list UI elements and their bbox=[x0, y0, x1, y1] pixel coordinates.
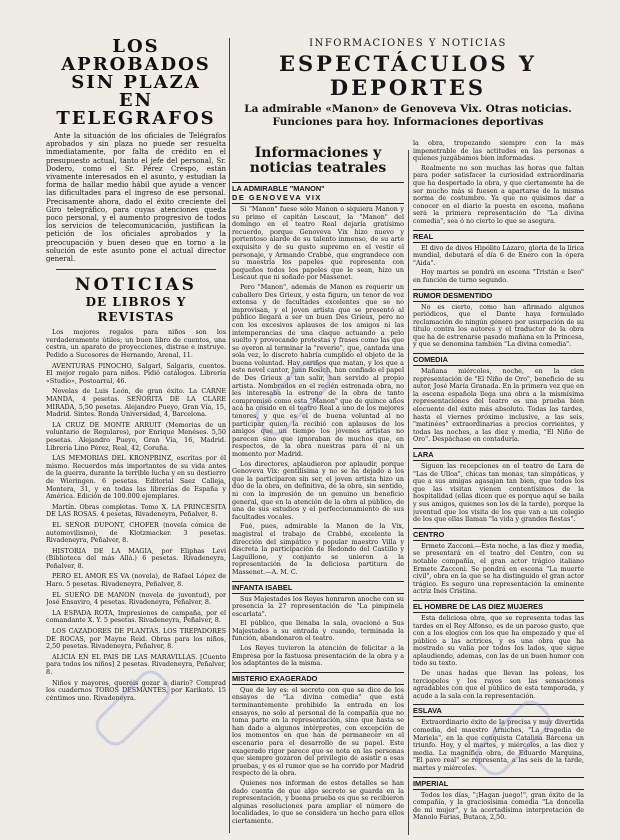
right-paragraph: Realmente no son muchas las horas que faltan para poder satisfacer la curiosidad extraordinaria que ha despertado la obra, y que ciertamente ha de ser mucho más si fuesen a apartarse de la misma norma de costumbre. Ya que no quisimos dar a conocer en el diario la puesta en escena, mañana será la primera representación de "La divina comedia", sea ó no cierto lo que se asegura. bbox=[413, 163, 584, 225]
misterio-paragraph: Que de ley es: el secreto con que se dice de los ensayos de "La divina comedia" que está terminantemente prohibido la entrada en los ensayos, no solo al personal de la compañía que no toma parte en la representación, sino que hasta se han dado a algunos intérpretes, con excepción de los momentos en que han de permanecer en el escenario para el desarrollo de su papel. Este exagerado rigor parece que se nota en las personas que siempre gozaron del privilegio de asistir a esas pruebas, y es el rumor que se ha corrido por Madrid respecto de la obra. bbox=[232, 685, 404, 778]
eslava-paragraph: Extraordinario éxito de la precisa y muy divertida comedia, del maestro Arniches, "La tragedia de Mariela", en la que conquista Catalina Bárcena un triunfo. Hoy, y el martes, y miércoles, a las diez y media. La magnífica obra, de Eduardo Marquina, "El pavo real" se representa, a las seis de la tarde, martes y miércoles. bbox=[413, 718, 584, 772]
theatre-section-title: Informaciones y noticias teatrales bbox=[249, 145, 387, 176]
telegraph-title-line2: SIN PLAZA bbox=[71, 72, 201, 93]
telegraph-title-line3: EN TELEGRAFOS bbox=[56, 90, 216, 129]
hombre-heading: EL HOMBRE DE LAS DIEZ MUJERES bbox=[413, 600, 584, 613]
manon-paragraph: Los directores, aplaudieron por aplaudir, porque Genoveva Vix: gentilísima y no se ha dejado a los que la participaron sin ser, el joven artista hizo un dúo de la obra, en definitiva, de la obra, sin sentido, ni con la impresión de un genuino un beneficio general, que en la atención de la obra al público, de una de sus estudios y el perfeccionamiento de sus facultades vocales. bbox=[232, 459, 404, 521]
lara-heading: LARA bbox=[413, 448, 584, 461]
book-notice: Niños y mayores, queréis gozar a diario? Comprad los cuadernos TOROS DESMANTES, por Karikato. 15 céntimos uno. Rivadeneyra. bbox=[46, 678, 226, 702]
rumor-paragraph: No es cierto, como han afirmado algunos periódicos, que el Dante haya formulado reclamación de ningún género por usurpación de su título contra los autores y el traductor de la obra que ha de estrenarse pasado mañana en la Princesa, y que se denomina también "La divina comedia". bbox=[413, 302, 584, 349]
manon-heading-line2: DE GENOVEVA VIX bbox=[232, 193, 322, 202]
hombre-paragraph: De unas hadas que llevan las poleas, los terciopelos y los rayos son las sensaciones agradables con que el público de esta temporada, y acude a la sala con la representación. bbox=[413, 669, 584, 700]
manon-paragraph: Fué, pues, admirable la Manon de la Vix, magistral el trabajo de Crabbé, excelente la dirección del simpático y popular maestro Villa y discreta la participación de Redondo del Castillo y Laguillone, y conjunto se unieron a la representación de la deliciosa partitura de Massenet.—A. M. C. bbox=[232, 522, 404, 576]
book-notice: Novelas de Luis León, de gran éxito. La CARNE MANDA, 4 pesetas. SEÑORITA DE LA CLARE MIRADA, 5,50 pesetas. Alejandro Pueyo, Gran Vía, 15, Madrid. Sintes. Ronda Universidad, 4, Barcelona. bbox=[46, 387, 226, 419]
imperial-paragraph: Todos los días, "¡Hagan juego!", gran éxito de la compañía, y la graciosísima comedia "La doncella de mi mujer", y la acertadísima interpretación de Manolo Farias, Butaca, 2,50. bbox=[413, 790, 584, 822]
right-column bbox=[413, 140, 584, 835]
book-notice: LOS CAZADORES DE PLANTAS. LOS TREPADORES DE ROCAS, por Mayne Reid. Obras para los niños, 2,50 pesetas. Rivadeneyra, Peñalver, 8. bbox=[46, 627, 226, 651]
books-title-line2: DE LIBROS Y REVISTAS bbox=[85, 295, 187, 325]
section-main-title: ESPECTÁCULOS Y DEPORTES bbox=[278, 51, 537, 100]
book-notice: HISTORIA DE LA MAGIA, por Eliphas Levi (Biblioteca del más Allá.) 6 pesetas. Rivadeneyra, Peñalver, 8. bbox=[46, 546, 226, 570]
hombre-paragraph: Esta deliciosa obra, que se representa todas las tardes en el Rey Alfonso, es de un paroso gusto, que con a los elogios con los que ha empezado y que el público a las actrices, y es una obra que ha mostrado su valía por todos los lados, que sigue aplaudiendo, ademas, con las de un buen humor con todo su texto. bbox=[413, 613, 584, 668]
telegraph-article: Ante la situación de los oficiales de Telégrafos aprobados y sin plaza no puede ser resuelta inmediatamente, por falta de crédito en el presupuesto actual, tanto el jefe del personal, Sr. Dodero, como el Sr. Pérez Crespo, están vivamente interesados en el asunto, y estudian la forma de hallar medio hábil que ayude a vencer las dificultades para el ingreso de ese personal. Precisamente ahora, dado el éxito creciente del Giro telegráfico, para cuyas atenciones queda poco personal, y el aumento progresivo de todos los servicios de telecomunicación, justifican la petición de los oficiales aprobados y la preocupación y buen deseo que en torno a la solución de este asunto pone el actual director general. bbox=[46, 132, 226, 264]
section-deck: La admirable «Manon» de Genoveva Vix. Otras noticias. Funciones para hoy. Informaciones deportivas bbox=[244, 103, 572, 128]
comedia-paragraph: Mañana miércoles, noche, en la cien representación de "El Niño de Oro", beneficio de su autor, José María Granada. En la primera vez que en la escena española llega una obra a la mismísima representaciones del teatro es una prueba bien elocuente del éxito más absoluto. Todas las tardes, hasta el viernes próximo inclusive, a las seis, "matinées" extraordinarias a precios corrientes, y todas las noches, a las diez y media, "El Niño de Oro". Despáchase en contaduría. bbox=[413, 367, 584, 444]
column-rule-left bbox=[229, 38, 230, 833]
left-column bbox=[46, 38, 226, 833]
book-notice: PERO EL AMOR ES VA (novela), de Rafael López de Haro. 5 pesetas. Rivadeneyra, Peñalver, 8. bbox=[46, 572, 226, 589]
infanta-isabel-heading: INFANTA ISABEL bbox=[232, 581, 404, 594]
manon-paragraph: Si "Manon" fuese sólo Manon o siquiera Manon y su primo el capitán Lescaut, la "Manon" del domingo en el teatro Real dejaría gratísimo recuerdo, porque Genoveva Vix hizo nuevo y portentoso alarde de su talento inmenso, de su arte exquisito y de su gusto supremo en el vestir el personaje, y Armando Crabbé, que engrandece con su maestría los papeles que representa con pequeños todos los papeles que le sean, hizo un Lescaut que ni soñado por Massenet. bbox=[232, 205, 404, 282]
manon-heading bbox=[232, 182, 404, 204]
manon-heading-line1: LA ADMIRABLE "MANON" bbox=[232, 184, 325, 193]
rumor-heading: RUMOR DESMENTIDO bbox=[413, 289, 584, 302]
lara-paragraph: Siguen las recepciones en el teatro de Lara de "Las de Ulloa", chicas tan monas, tan simpáticas, y que a sus amigas agasajan tan bien, que todos los que las visitan vienen contentísimos de la hospitalidad (ellas dicen que es porque aquí se baila y sus amigos, quienes son los de la tarde), porque la juventud que los visita de los que van a un colegio de los que ellas llaman "la vida y grandes fiestas". bbox=[413, 462, 584, 524]
books-title-line1: NOTICIAS bbox=[75, 275, 197, 296]
book-list bbox=[46, 363, 226, 703]
book-notice: Martín. Obras completas. Tomo X. LA PRINCESITA DE LAS ROSAS. 4 pesetas, Rivadeneyra, Peñalver, 8. bbox=[46, 502, 226, 519]
divider bbox=[56, 269, 216, 270]
misterio-heading: MISTERIO EXAGERADO bbox=[232, 672, 404, 685]
books-intro: Los mejores regalos para niños son los verdaderamente útiles; un buen libro de cuentos, una cestra, un aparato de proyecciones, distrae e instruye. Pedido a Sucesores de Hernando, Arenal, 11. bbox=[46, 328, 226, 360]
book-notice: EL SEÑOR DUPONT, CHOFER (novela cómica de automovilismo), de Klotzmacker. 3 pesetas. Rivadeneyra, Peñalver, 8. bbox=[46, 520, 226, 545]
infanta-paragraph: Sus Majestades los Reyes honraron anoche con su presencia la 27 representación de "La pimpinela escarlata". bbox=[232, 594, 404, 618]
manon-paragraph: Pero "Manon", además de Manon es requerir un caballero Des Grieux, y esta figura, un tenor de voz extensa y de facultades excelentes que se no improvisan, y el joven artista que se presentó al público llegará a ser un buen Des Grieux, pero no con los excesivos aplausos de los amigos ni las intemperancias de una claque actuando a pelo suelto y provocando protestas y frases como las que se oyeron al terminar la "reverie", que, cantada una sola vez, lo discreto habría cumplido el objeto de la buena voluntad. Hay cariños que matan, y los que a este novel cantor, Juan Rosich, han confiado el papel de Des Grieux a tan salir, han servido al propio artista. Nombrados en el recién estrenada obra, no les interesaba la estreno de la obra de tanto compromiso como esta "Manon" que de quince años acá ha cosido en el teatro Real a uno de los mejores tenores, y que es el de buena voluntad al no participar quien la recibió con aplausos de los amigos que un tiempo los jóvenes artistas no parecen sino que ignoraban de muchos que, en respectos, de la obra nuestras para él ni un momento por Madrid. bbox=[232, 282, 404, 458]
infanta-paragraph: Los Reyes tuvieron la atención de felicitar a la Empresa por la fastuosa presentación de la obra y a los adaptantes de la misma. bbox=[232, 644, 404, 668]
imperial-heading: IMPERIAL bbox=[413, 777, 584, 790]
book-notice: LA ESPADA ROTA, Impresiones de campaña, por el comandante X. Y. 5 pesetas. Rivadeneyra, Peñalver, 8. bbox=[46, 608, 226, 625]
book-notice: EL SUEÑO DE MANON (novela de juventud), por José Ensaviro, 4 pesetas. Rivadeneyra, Peñalver, 8. bbox=[46, 590, 226, 607]
real-paragraph: Hoy martes se pondrá en escena "Tristán e Iseo" en función de turno segundo. bbox=[413, 268, 584, 284]
book-notice: ALICIA EN EL PAIS DE LAS MARAVILLAS. [Cuento para todos los niños] 2 pesetas. Rivadeneyra, Peñalver, 8. bbox=[46, 652, 226, 676]
section-kicker: INFORMACIONES Y NOTICIAS bbox=[309, 38, 507, 49]
comedia-heading: COMEDIA bbox=[413, 353, 584, 366]
infanta-paragraph: El público, que llenaba la sala, ovacionó a Sus Majestades a su entrada y cuando, terminada la función, abandonaron el teatro. bbox=[232, 619, 404, 643]
telegraph-title-line1: LOS APROBADOS bbox=[61, 38, 211, 75]
centro-paragraph: Ermete Zacconi.—Esta noche, a las diez y media, se presentará en el teatro del Centro, con su notable compañía, el gran actor trágico italiano Ermete Zacconi. Se pondrá en escena "La muerte civil", obra en la que se ha distinguido el gran actor trágico. Es seguro una representación la eminente actriz Inés Cristina. bbox=[413, 541, 584, 596]
right-paragraph: la obra, tropezando siempre con la más impenetrable de las actitudes en las personas a quienes juzgábamos bien informadas. bbox=[413, 140, 584, 163]
section-header bbox=[232, 38, 584, 129]
book-notice: LAS MEMORIAS DEL KRONPRINZ, escritas por él mismo. Recuerdos más importantes de su vida antes de la guerra, durante la terrible lucha y en su destierro de Wieringen. 6 pesetas. Editorial Saez Calleja, Montera, 31, y en todas las librerías de España y América. Edición de 100.000 ejemplares. bbox=[46, 454, 226, 501]
eslava-heading: ESLAVA bbox=[413, 704, 584, 717]
centro-heading: CENTRO bbox=[413, 528, 584, 541]
middle-column bbox=[232, 140, 404, 835]
real-paragraph: El divo de divos Hipólito Lázaro, gloria de la lírica mundial, debutará el día 6 de Enero con la ópera "Aida". bbox=[413, 243, 584, 267]
column-rule-middle bbox=[408, 150, 409, 835]
book-notice: LA CRUZ DE MONTE ARRUIT (Memorias de un voluntario de Regulares), por Enrique Menéses. 5,50 pesetas. Alejandro Pueyo, Gran Vía, 16, Madrid. Librería Lino Pérez, Real, 42, Coruña. bbox=[46, 420, 226, 452]
misterio-paragraph: Quienes nos informan de estos detalles se han dado cuenta de que algo secreto se guarda en la representación, y buena prueba es que se recibieron algunas resoluciones para ampliar el número de localidades, lo que se considera un hecho para ellos ciertamente. bbox=[232, 778, 404, 825]
book-notice: AVENTURAS PINOCHO, Salgarl, Salgaris, cuentos. El mejor regalo para niños. Pidió catálogos. Librería «Studio», Postoarral, 46. bbox=[46, 361, 226, 385]
real-heading: REAL bbox=[413, 230, 584, 243]
